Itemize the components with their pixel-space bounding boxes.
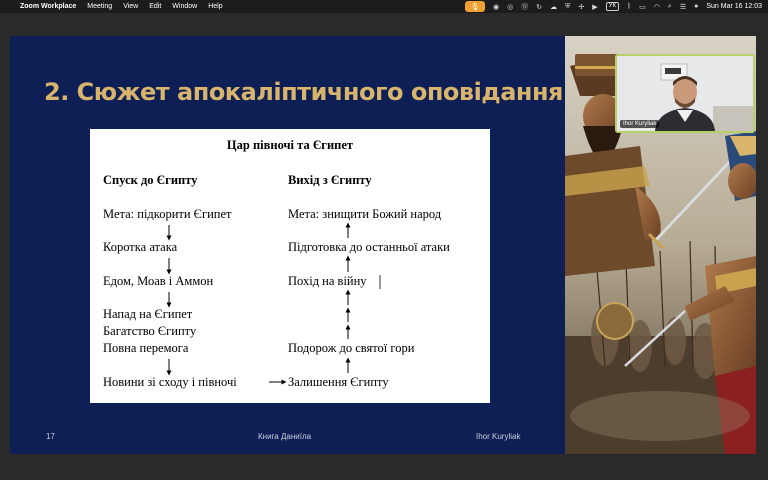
menu-meeting[interactable]: Meeting <box>87 3 113 10</box>
play-icon[interactable]: ▶ <box>592 3 598 11</box>
left-item: Напад на Єгипет <box>103 307 193 321</box>
participant-name-label: Ihor Kuryliak <box>620 120 659 128</box>
left-item: Новини зі сходу і півночі <box>103 375 237 389</box>
slide-title: 2. Сюжет апокаліптичного оповідання <box>44 78 563 106</box>
participant-video[interactable] <box>615 54 755 133</box>
menu-window[interactable]: Window <box>172 3 198 10</box>
flow-arrows <box>90 129 490 403</box>
footer-author: Ihor Kuryliak <box>476 432 521 441</box>
right-column-heading: Вихід з Єгипту <box>288 173 372 187</box>
app-menu[interactable]: Zoom Workplace <box>20 3 77 10</box>
user-icon[interactable]: ● <box>694 3 699 10</box>
keyboard-layout-indicator[interactable]: УК <box>606 2 619 11</box>
bluetooth-icon[interactable]: ᛒ <box>626 3 632 10</box>
menu-view[interactable]: View <box>123 3 139 10</box>
cloud-icon[interactable]: ☁ <box>550 3 558 11</box>
search-icon[interactable]: ⌕ <box>667 2 672 10</box>
zoom-tray-icon[interactable]: ◉ <box>493 3 500 11</box>
fan-icon[interactable]: ✢ <box>578 3 585 11</box>
right-item: Похід на війну <box>288 274 367 288</box>
right-item: Подорож до святої гори <box>288 341 415 355</box>
footer-title: Книга Даниїла <box>258 432 312 441</box>
right-item: Залишення Єгипту <box>288 375 389 389</box>
slide-number: 17 <box>46 432 55 441</box>
wifi-icon[interactable]: ◠ <box>653 3 660 11</box>
diagram-box <box>90 129 490 403</box>
clock[interactable]: Sun Mar 16 12:03 <box>706 3 762 10</box>
diagram-title: Цар півночі та Єгипет <box>226 138 354 152</box>
wordpress-icon[interactable]: Ⓦ <box>521 3 529 11</box>
menu-edit[interactable]: Edit <box>149 3 162 10</box>
battery-icon[interactable]: ▭ <box>639 3 646 11</box>
microphone-icon[interactable]: 🎙 <box>465 1 485 12</box>
left-item: Едом, Моав і Аммон <box>103 274 214 288</box>
left-item: Коротка атака <box>103 240 178 254</box>
left-item: Мета: підкорити Єгипет <box>103 207 232 221</box>
menu-help[interactable]: Help <box>208 3 223 10</box>
left-item: Повна перемога <box>103 341 189 355</box>
screen-share-icon[interactable]: ◎ <box>507 3 514 11</box>
security-icon[interactable]: ⛨ <box>565 2 571 10</box>
right-item: Мета: знищити Божий народ <box>288 207 442 221</box>
sync-icon[interactable]: ↻ <box>536 3 543 11</box>
left-item: Багатство Єгипту <box>103 324 197 338</box>
control-center-icon[interactable]: ☰ <box>679 3 687 11</box>
menu-bar <box>0 0 768 13</box>
left-column-heading: Спуск до Єгипту <box>103 173 198 187</box>
right-item: Підготовка до останньої атаки <box>288 240 450 254</box>
